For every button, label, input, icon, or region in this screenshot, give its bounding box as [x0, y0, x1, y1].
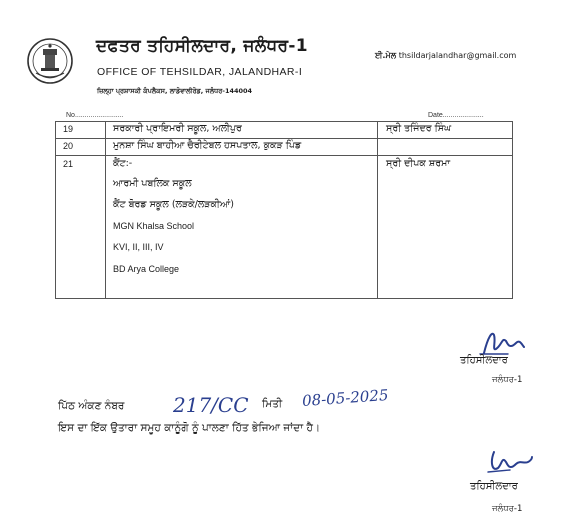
- endorsement-date-label: ਮਿਤੀ: [262, 398, 283, 410]
- row-institution-line: ਕੈਂਟ ਬੋਰਡ ਸਕੂਲ (ਲੜਕੇ/ਲੜਕੀਆਂ): [113, 199, 234, 210]
- reference-no-label: No.: [66, 112, 77, 119]
- reference-date-line: Date.....................: [428, 112, 484, 119]
- signature-1-place: ਜਲੰਧਰ-1: [492, 375, 523, 385]
- institution-table: [55, 121, 513, 299]
- row-institution-line: BD Arya College: [113, 264, 180, 274]
- signature-1-designation: ਤਹਿਸੀਲਦਾਰ: [460, 355, 508, 366]
- row-official: ਸ੍ਰੀ ਦੀਪਕ ਸ਼ਰਮਾ: [386, 158, 451, 169]
- row-institution-line: MGN Khalsa School: [113, 221, 195, 231]
- endorsement-text: ਇਸ ਦਾ ਇੱਕ ਉਤਾਰਾ ਸਮੂਹ ਕਾਨੂੰਗੋ ਨੂੰ ਪਾਲਣਾ ਹਿੱਤ ਭੇਜਿਆ ਜਾਂਦਾ ਹੈ।: [58, 422, 321, 434]
- row-institution-line: KVI, II, III, IV: [113, 242, 164, 252]
- row-institution-line: ਆਰਮੀ ਪਬਲਿਕ ਸਕੂਲ: [113, 178, 192, 189]
- row-divider: [56, 155, 512, 156]
- reference-number-line: No.........................: [66, 112, 124, 119]
- government-seal-emblem: [26, 37, 74, 85]
- row-serial: 19: [63, 124, 74, 134]
- row-institution: ਮੁਨਸ਼ਾ ਸਿੰਘ ਬਾਹੀਆ ਚੈਰੀਟੇਬਲ ਹਸਪਤਾਲ, ਕੁਕੜ ਪਿੰਡ: [113, 140, 302, 151]
- column-divider: [105, 122, 106, 298]
- column-divider: [377, 122, 378, 298]
- email-label: ਈ.ਮੇਲ: [375, 51, 397, 60]
- tehsildar-signature-2: [486, 444, 534, 476]
- endorsement-number: 217/CC: [173, 393, 249, 417]
- row-institution: ਸਰਕਾਰੀ ਪ੍ਰਾਇਮਰੀ ਸਕੂਲ, ਅਲੀਪੁਰ: [113, 123, 242, 134]
- endorsement-number-label: ਪਿੱਠ ਅੰਕਣ ਨੰਬਰ: [58, 400, 125, 412]
- office-title-punjabi: ਦਫਤਰ ਤਹਿਸੀਲਦਾਰ, ਜਲੰਧਰ-1: [96, 36, 308, 56]
- reference-date-label: Date: [428, 112, 443, 119]
- signature-2-place: ਜਲੰਧਰ-1: [492, 504, 523, 514]
- row-serial: 21: [63, 159, 74, 169]
- row-divider: [56, 138, 512, 139]
- row-institution-line: ਕੈਂਟ:-: [113, 158, 133, 169]
- row-serial: 20: [63, 141, 74, 151]
- office-email: [375, 51, 516, 61]
- email-address: thsildarjalandhar@gmail.com: [398, 51, 517, 60]
- endorsement-date: 08-05-2025: [301, 386, 390, 410]
- tehsildar-signature-1: [478, 327, 526, 357]
- row-official: ਸ੍ਰੀ ਤਜਿੰਦਰ ਸਿੰਘ: [386, 123, 452, 134]
- office-title-english: OFFICE OF TEHSILDAR, JALANDHAR-I: [97, 66, 303, 78]
- office-address: ਜ਼ਿਲ੍ਹਾ ਪ੍ਰਸ਼ਾਸਕੀ ਕੰਪਲੈਕਸ, ਲਾਡੋਵਾਲੀਰੋਡ, ਜਲੰਧਰ-144004: [97, 87, 253, 95]
- signature-2-designation: ਤਹਿਸੀਲਦਾਰ: [470, 481, 518, 492]
